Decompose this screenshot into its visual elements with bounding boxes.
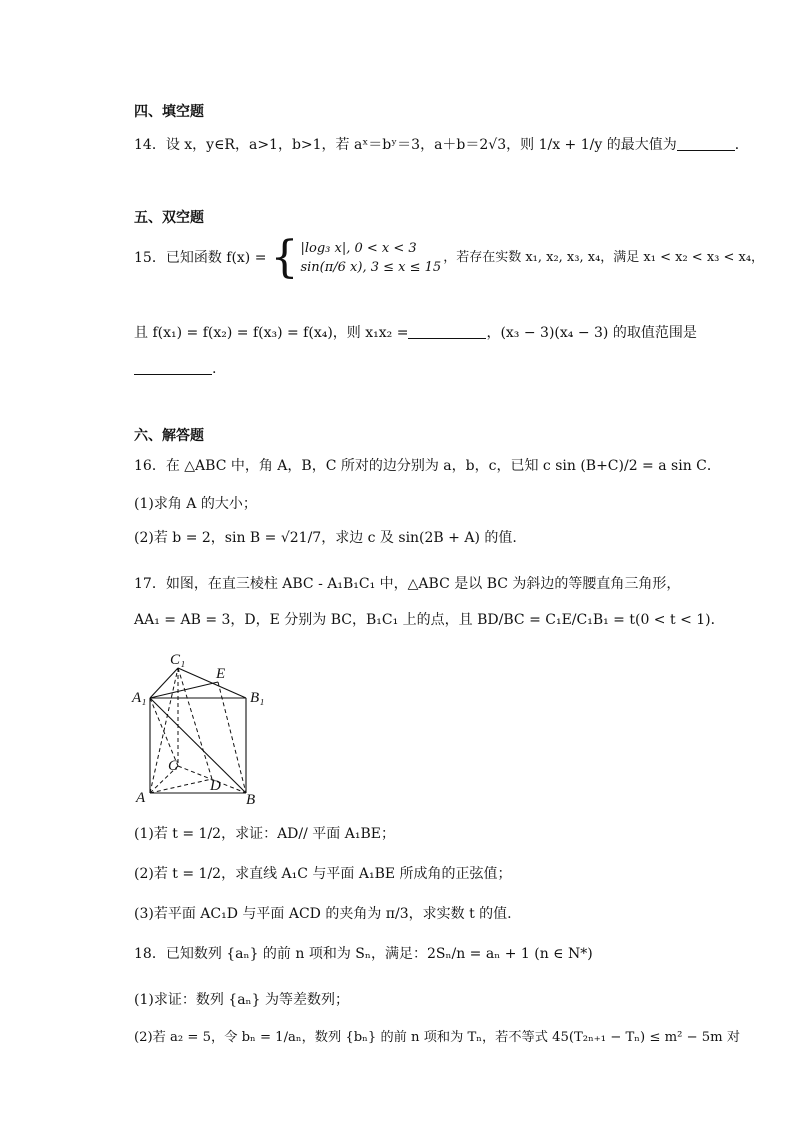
q16-stem: 16．在 △ABC 中，角 A，B，C 所对的边分别为 a，b，c，已知 c sin (B+C)/2 = a sin C． [134,458,721,474]
q16-part-1: (1)求角 A 的大小； [134,496,257,512]
label-d: D [210,778,221,794]
q15-line2-text: 且 f(x₁) = f(x₂) = f(x₃) = f(x₄)，则 x₁x₂ = [134,325,409,341]
q17-part-1: (1)若 t = 1/2，求证：AD// 平面 A₁BE； [134,826,395,842]
label-b: B [246,792,256,808]
edge-ac1-hidden [150,668,178,793]
piecewise-brace: { [270,232,299,283]
q15-prefix: 15．已知函数 f(x) = [134,249,267,266]
section-title-solutions: 六、解答题 [134,428,204,444]
label-a1: A₁ [132,690,147,706]
q15-blank-2 [134,360,212,375]
question-15 [134,232,765,283]
edge-a1e [150,682,218,698]
label-a: A [136,790,146,806]
q16-part-2: (2)若 b = 2，sin B = √21/7，求边 c 及 sin(2B + A) 的值. [134,530,517,546]
label-e: E [216,666,226,682]
question-14 [134,136,749,154]
label-c: C [168,758,179,774]
q15-line3-end: . [212,361,217,377]
q15-line2-mid: ，(x₃ − 3)(x₄ − 3) 的取值范围是 [486,325,697,341]
q17-stem-2: AA₁ = AB = 3，D，E 分别为 BC，B₁C₁ 上的点，且 BD/BC = C₁E/C₁B₁ = t(0 < t < 1)． [134,612,725,628]
edge-a1c-hidden [150,698,178,766]
q14-text: 14．设 x，y∈R，a>1，b>1，若 aˣ＝bʸ＝3，a＋b＝2√3，则 1/x + 1/y 的最大值为 [134,137,677,153]
q15-blank-1 [408,324,486,339]
q17-stem: 17．如图，在直三棱柱 ABC - A₁B₁C₁ 中，△ABC 是以 BC 为斜边的等腰直角三角形， [134,576,681,592]
q15-line-2 [134,324,697,342]
edge-a1c1 [150,668,178,698]
q14-end: ． [734,137,749,153]
section-title-fill-in: 四、填空题 [134,104,204,120]
q17-part-3: (3)若平面 AC₁D 与平面 ACD 的夹角为 π/3，求实数 t 的值. [134,906,512,922]
q15-piece-2: sin(π/6 x), 3 ≤ x ≤ 15 [300,260,442,275]
q15-piece-1: |log₃ x|, 0 < x < 3 [300,240,417,256]
q17-part-2: (2)若 t = 1/2，求直线 A₁C 与平面 A₁BE 所成角的正弦值； [134,866,512,882]
edge-eb-hidden [218,682,246,793]
q18-stem: 18．已知数列 {aₙ} 的前 n 项和为 Sₙ，满足：2Sₙ/n = aₙ + 1 (n ∈ N*) [134,946,593,962]
edge-ad-hidden [150,779,212,793]
q18-part-1: (1)求证：数列 {aₙ} 为等差数列； [134,992,349,1008]
label-c1: C₁ [170,652,186,668]
label-b1: B₁ [250,690,265,706]
q15-line-3 [134,360,216,378]
prism-figure [130,648,280,808]
q14-answer-blank [677,136,735,151]
q15-suffix: ，若存在实数 x₁, x₂, x₃, x₄，满足 x₁ < x₂ < x₃ < x₄， [443,250,765,266]
edge-a1b [150,698,246,793]
q18-part-2: (2)若 a₂ = 5，令 bₙ = 1/aₙ，数列 {bₙ} 的前 n 项和为 Tₙ，若不等式 45(T₂ₙ₊₁ − Tₙ) ≤ m² − 5m 对 [134,1030,741,1045]
section-title-double-blank: 五、双空题 [134,210,204,226]
